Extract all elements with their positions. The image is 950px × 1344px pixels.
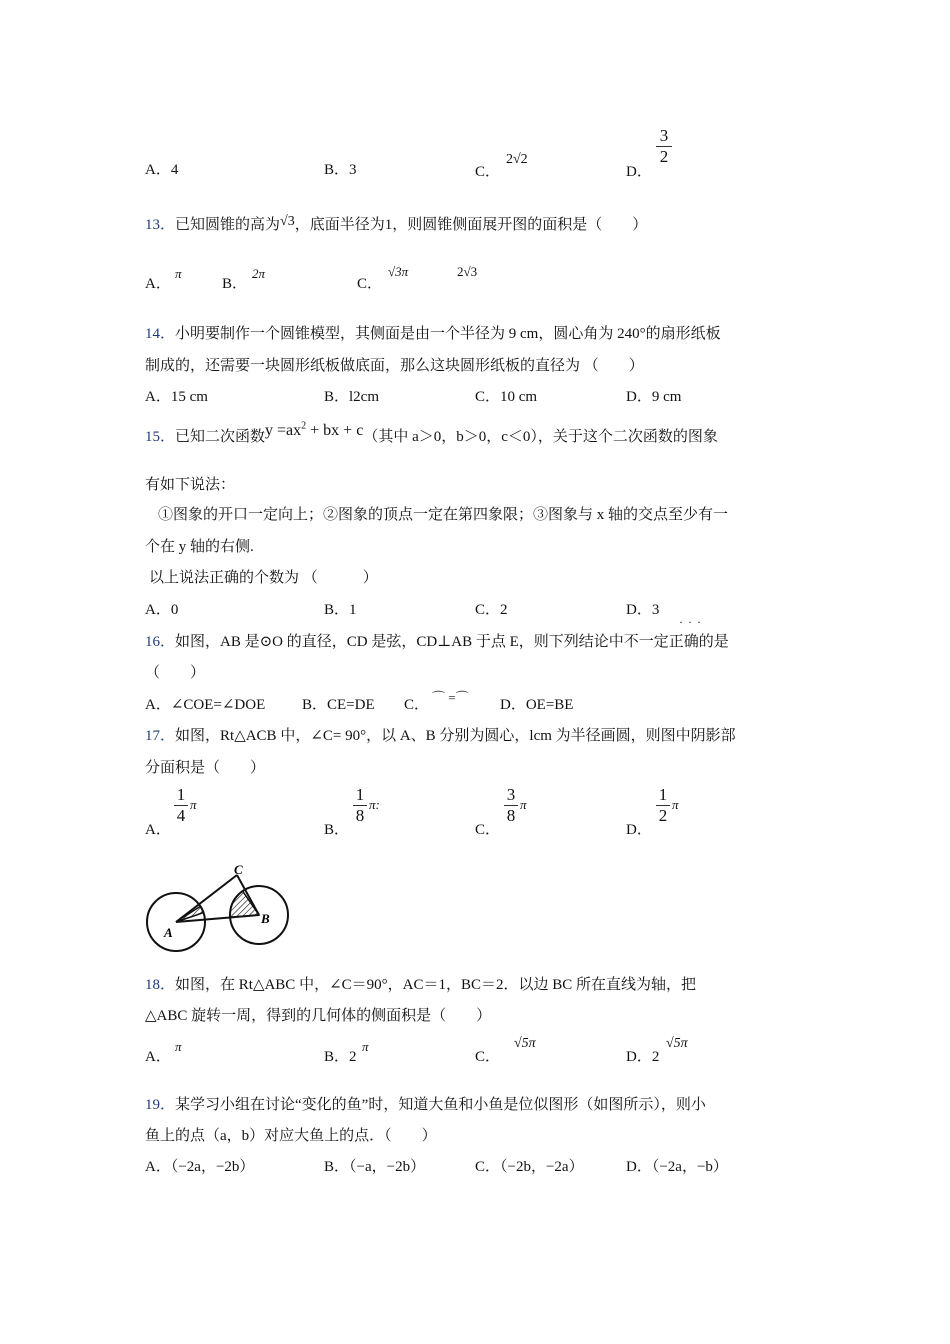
q12-option-d-fraction (656, 127, 672, 166)
q15-formula (265, 422, 363, 439)
label-a: A (164, 925, 173, 940)
q15-line1 (145, 420, 718, 446)
shaded-sector-b (230, 891, 259, 917)
fraction-numerator: 3 (506, 785, 516, 804)
fraction-denominator: 8 (506, 806, 516, 825)
fraction-denominator: 2 (659, 147, 669, 166)
q16-option-c-label: C． (404, 697, 430, 713)
q12-option-b: B．3 (324, 162, 357, 178)
q16-option-a: A．∠COE=∠DOE (145, 697, 266, 713)
q15-line2: 有如下说法： (145, 477, 236, 493)
q18-option-b-value: π (362, 1039, 369, 1054)
q14-option-d: D．9 cm (626, 389, 682, 405)
q17-option-b-fraction (353, 786, 367, 825)
fraction-numerator: 3 (659, 126, 669, 145)
question-number: 16． (145, 634, 176, 650)
q18-option-a-value: π (175, 1039, 182, 1054)
q14-line1 (145, 322, 721, 343)
q15-option-c: C．2 (475, 602, 508, 618)
q18-option-c-label: C． (475, 1049, 501, 1065)
fraction-numerator: 1 (176, 785, 186, 804)
question-number: 18． (145, 977, 176, 993)
fraction-denominator: 8 (355, 806, 365, 825)
q13-text-b: ，底面半径为1，则圆锥侧面展开图的面积是（ ） (294, 217, 648, 233)
question-number: 15． (145, 429, 176, 445)
q16-option-b: B．CE=DE (302, 697, 375, 713)
question-number: 19． (145, 1097, 176, 1113)
q16-option-d: D．OE=BE (500, 697, 574, 713)
q18-option-b-label: B．2 (324, 1049, 357, 1065)
q17-option-a-label: A． (145, 822, 171, 838)
q18-option-d-value: √5π (666, 1036, 688, 1051)
q15-text-a: 已知二次函数 (175, 429, 266, 445)
q14-text: 小明要制作一个圆锥模型，其侧面是由一个半径为 9 cm，圆心角为 240°的扇形纸板 (175, 326, 721, 342)
q18-option-c-value: √5π (514, 1036, 536, 1051)
label-b: B (261, 911, 270, 926)
q19-text: 某学习小组在讨论“变化的鱼”时，知道大鱼和小鱼是位似图形（如图所示），则小 (175, 1097, 706, 1113)
q17-option-b-label: B． (324, 822, 350, 838)
q15-text-b: （其中 a＞0，b＞0，c＜0），关于这个二次函数的图象 (363, 429, 718, 445)
q16-emphasis-dots: · · · (679, 615, 702, 629)
q15-formula-rest: + bx + c (306, 422, 364, 439)
q13-option-a-label: A． (145, 276, 171, 292)
q18-line2: △ABC 旋转一周，得到的几何体的侧面积是（ ） (145, 1008, 492, 1024)
q17-option-c-label: C． (475, 822, 501, 838)
q13-option-c-value: √3π (388, 264, 409, 279)
q12-option-c-value: 2√2 (506, 152, 528, 167)
q18-option-a-label: A． (145, 1049, 171, 1065)
q19-option-c: C．（−2b，−2a） (475, 1159, 584, 1175)
fraction-denominator: 4 (176, 806, 186, 825)
q18-text: 如图，在 Rt△ABC 中，∠C＝90°，AC＝1，BC＝2．以边 BC 所在直线为轴，把 (175, 977, 696, 993)
q15-option-b: B．1 (324, 602, 357, 618)
q17-line1 (145, 724, 736, 745)
q19-option-a: A．（−2a，−2b） (145, 1159, 255, 1175)
q17-option-c-fraction (504, 786, 518, 825)
q17-figure (140, 860, 300, 960)
q19-option-d: D．（−2a，−b） (626, 1159, 728, 1175)
q14-line2: 制成的，还需要一块圆形纸板做底面，那么这块圆形纸板的直径为 （ ） (145, 358, 644, 374)
q15-option-d: D．3 (626, 602, 660, 618)
q15-option-a: A．0 (145, 602, 179, 618)
q17-option-a-fraction (174, 786, 188, 825)
q14-option-b: B．l2cm (324, 389, 379, 405)
q13-text-a: 已知圆锥的高为 (175, 217, 281, 233)
q12-option-d-label: D． (626, 164, 652, 180)
q15-formula-y: y =ax (265, 422, 302, 439)
fraction-numerator: 1 (658, 785, 668, 804)
question-number: 17． (145, 728, 176, 744)
q13-sqrt3: √3 (280, 214, 295, 229)
q18-line1 (145, 973, 696, 994)
q19-line2: 鱼上的点（a，b）对应大鱼上的点．（ ） (145, 1128, 437, 1144)
question-number: 14． (145, 326, 176, 342)
q13-option-b-label: B． (222, 276, 248, 292)
q15-formula-sup: 2 (301, 420, 307, 432)
q18-option-d-label: D．2 (626, 1049, 660, 1065)
q15-line5: 以上说法正确的个数为 （ ） (149, 570, 378, 586)
q14-option-c: C．10 cm (475, 389, 538, 405)
q17-option-d-label: D． (626, 822, 652, 838)
q19-option-b: B．（−a，−2b） (324, 1159, 426, 1175)
q16-option-c-arcs: ⌒ =⌒ (432, 690, 469, 705)
q17-option-d-pi: π (672, 797, 679, 812)
q15-line3: ①图象的开口一定向上；②图象的顶点一定在第四象限；③图象与 x 轴的交点至少有一 (158, 507, 729, 523)
q17-option-a-pi: π (190, 797, 197, 812)
q13-option-b-value: 2π (252, 266, 266, 281)
segment-ac (176, 875, 237, 922)
q14-option-a: A．15 cm (145, 389, 208, 405)
q19-line1 (145, 1093, 706, 1114)
q17-text: 如图，Rt△ACB 中，∠C= 90°，以 A、B 分别为圆心，lcm 为半径画圆，则图中阴影部 (175, 728, 736, 744)
q12-option-c-label: C． (475, 164, 501, 180)
fraction-numerator: 1 (355, 785, 365, 804)
q16-line1 (145, 630, 729, 651)
q17-option-b-pi: π: (369, 797, 380, 812)
q17-option-d-fraction (656, 786, 670, 825)
q13-stem (145, 213, 647, 234)
q13-option-d-value: 2√3 (457, 264, 478, 279)
q13-option-c-label: C． (357, 276, 383, 292)
q17-option-c-pi: π (520, 797, 527, 812)
q12-option-a: A．4 (145, 162, 179, 178)
q16-line2: （ ） (145, 665, 206, 681)
q16-text: 如图，AB 是⊙O 的直径，CD 是弦，CD⊥AB 于点 E，则下列结论中不一定正确的是 (175, 634, 729, 650)
question-number: 13． (145, 217, 176, 233)
fraction-denominator: 2 (658, 806, 668, 825)
q15-line4: 个在 y 轴的右侧. (145, 539, 254, 555)
q17-line2: 分面积是（ ） (145, 760, 266, 776)
q13-option-a-value: π (175, 266, 182, 281)
label-c: C (234, 862, 243, 877)
